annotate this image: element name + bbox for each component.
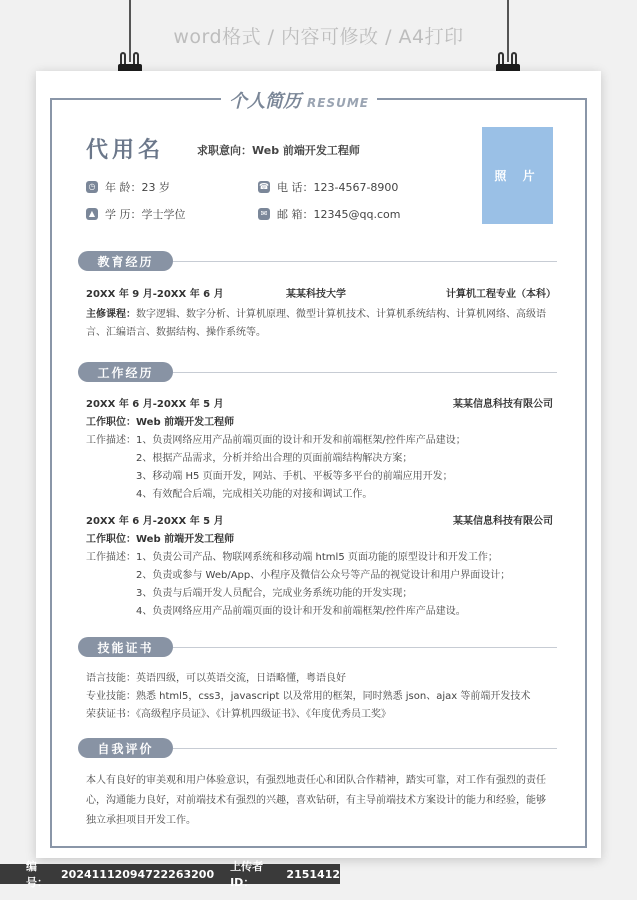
section-divider (173, 261, 557, 262)
resume-title (221, 87, 377, 111)
job2-item: 3、负责与后端开发人员配合，完成业务系统功能的开发实现； (136, 588, 413, 599)
job1-item: 3、移动端 H5 页面开发，网站、手机、平板等多平台的前端应用开发； (136, 471, 453, 482)
section-divider (173, 748, 557, 749)
job2-position: 工作职位：Web 前端开发工程师 (86, 534, 235, 545)
section-work-heading (78, 362, 173, 382)
resume-title-en: RESUME (307, 96, 369, 110)
info-phone (258, 179, 398, 195)
job1-item: 2、根据产品需求，分析并给出合理的页面前端结构解决方案； (136, 453, 413, 464)
footer-bar (0, 860, 340, 889)
education-courses-line1 (86, 305, 546, 320)
info-education (86, 206, 186, 222)
photo-placeholder (482, 127, 553, 224)
page-banner: word格式 / 内容可修改 / A4打印 (173, 26, 464, 48)
info-email (258, 206, 400, 222)
info-email-text: 邮 箱：12345@qq.com (277, 208, 401, 221)
job2-desc-label: 工作描述： (86, 552, 136, 563)
info-age-text: 年 龄：23 岁 (105, 181, 170, 194)
job1-company: 某某信息科技有限公司 (453, 399, 553, 410)
job2-item: 1、负责公司产品、物联网系统和移动端 html5 页面功能的原型设计和开发工作； (136, 552, 498, 563)
job2-item: 4、负责网络应用产品前端页面的设计和开发和前端框架/控件库产品建设。 (136, 606, 466, 617)
clock-icon: ◷ (86, 181, 98, 193)
job-intent: 求职意向：Web 前端开发工程师 (197, 144, 360, 157)
section-self-eval-heading (78, 738, 173, 758)
courses-label: 主修课程： (86, 309, 136, 320)
footer-id-label: 编号： (26, 860, 48, 889)
self-eval-line3: 独立承担项目开发工作。 (86, 815, 196, 826)
phone-icon: ☎ (259, 182, 269, 191)
job1-period: 20XX 年 6 月-20XX 年 5 月 (86, 399, 224, 410)
skill-line: 语言技能：英语四级，可以英语交流，日语略懂，粤语良好 (86, 673, 346, 684)
info-education-text: 学 历：学士学位 (105, 208, 186, 221)
section-skills-title: 技能证书 (97, 640, 154, 655)
graduation-cap-icon: ▲ (86, 208, 98, 220)
education-school: 某某科技大学 (286, 289, 346, 300)
section-divider (173, 372, 557, 373)
resume-sheet (36, 71, 601, 858)
info-phone-text: 电 话：123-4567-8900 (277, 181, 399, 194)
info-age (86, 179, 170, 195)
photo-label: 照 片 (494, 169, 541, 183)
mail-icon: ✉ (258, 208, 270, 220)
job1-item: 1、负责网络应用产品前端页面的设计和开发和前端框架/控件库产品建设； (136, 435, 466, 446)
section-skills-heading (78, 637, 173, 657)
self-eval-line1: 本人有良好的审美观和用户体验意识，有强烈地责任心和团队合作精神，踏实可靠，对工作有强烈的责任 (86, 775, 546, 786)
job2-item: 2、负责或参与 Web/App、小程序及微信公众号等产品的视觉设计和用户界面设计； (136, 570, 511, 581)
education-major: 计算机工程专业（本科） (446, 289, 556, 300)
job1-position: 工作职位：Web 前端开发工程师 (86, 417, 235, 428)
resume-title-cn: 个人简历 (229, 91, 301, 112)
footer-uploader-value: 2151412 (286, 867, 340, 881)
job2-company: 某某信息科技有限公司 (453, 516, 553, 527)
footer-id-value: 20241112094722263200 (61, 867, 215, 881)
courses-text1: 数字逻辑、数字分析、计算机原理、微型计算机技术、计算机系统结构、计算机网络、高级语 (136, 309, 546, 320)
section-education-title: 教育经历 (97, 254, 154, 269)
section-divider (173, 647, 557, 648)
job1-item: 4、有效配合后端，完成相关功能的对接和调试工作。 (136, 489, 373, 500)
job1-desc-label: 工作描述： (86, 435, 136, 446)
job2-period: 20XX 年 6 月-20XX 年 5 月 (86, 516, 224, 527)
footer-uploader-label: 上传者ID： (230, 860, 264, 889)
education-period: 20XX 年 9 月-20XX 年 6 月 (86, 289, 224, 300)
education-courses-line2: 言、汇编语言、数据结构、操作系统等。 (86, 327, 266, 338)
skill-line: 荣获证书：《高级程序员证》、《计算机四级证书》、《年度优秀员工奖》 (86, 709, 391, 720)
section-education-heading (78, 251, 173, 271)
candidate-name: 代用名 (86, 138, 165, 163)
section-self-eval-title: 自我评价 (97, 741, 154, 756)
section-work-title: 工作经历 (97, 365, 154, 380)
self-eval-line2: 心，沟通能力良好，对前端技术有强烈的兴趣，喜欢钻研，有主导前端技术方案设计的能力和经验，能够 (86, 795, 546, 806)
skill-line: 专业技能：熟悉 html5，css3，javascript 以及常用的框架，同时熟悉 json、ajax 等前端开发技术 (86, 691, 531, 702)
